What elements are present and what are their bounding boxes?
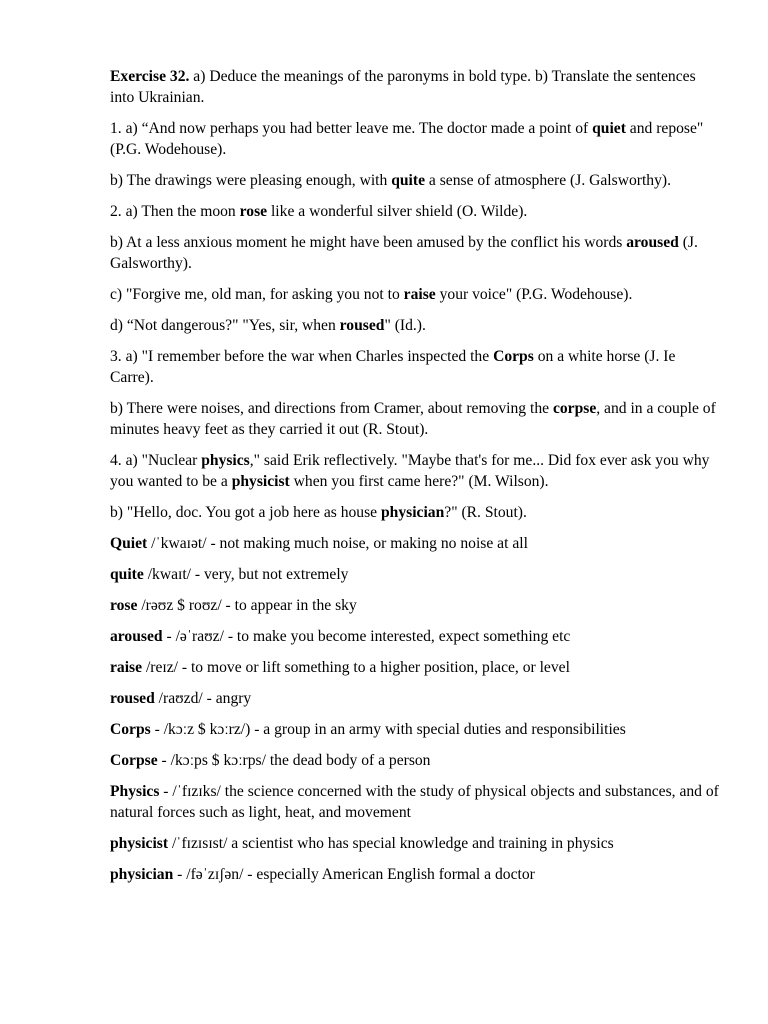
- example-sentences: [110, 118, 720, 523]
- sentence-text: c) "Forgive me, old man, for asking you not to: [110, 286, 404, 303]
- definitions-list: [110, 533, 720, 885]
- definition-entry: [110, 626, 720, 647]
- definition-text: - /ˈfɪzɪks/ the science concerned with the study of physical objects and substances, and of natural forces such as light, heat, and movement: [110, 783, 719, 821]
- sentence-text: ," said Erik reflectively. "Maybe that's for me... Did fox ever ask you why you wanted to be a: [110, 452, 710, 490]
- sentence-text: b) The drawings were pleasing enough, with: [110, 172, 392, 189]
- definition-entry: [110, 833, 720, 854]
- paronym-word: physicist: [231, 473, 290, 490]
- definition-text: - /kɔːps $ kɔːrps/ the dead body of a person: [157, 752, 431, 769]
- definition-entry: [110, 750, 720, 771]
- definition-entry: [110, 781, 720, 823]
- definition-term: Physics: [110, 783, 160, 800]
- example-sentence: [110, 118, 720, 160]
- paronym-word: quiet: [592, 120, 626, 137]
- definition-term: roused: [110, 690, 155, 707]
- document-page: [110, 66, 720, 895]
- definition-term: quite: [110, 566, 144, 583]
- paronym-word: raise: [403, 286, 436, 303]
- sentence-text: b) At a less anxious moment he might have been amused by the conflict his words: [110, 234, 627, 251]
- paronym-word: physics: [201, 452, 250, 469]
- sentence-text: your voice" (P.G. Wodehouse).: [435, 286, 633, 303]
- definition-entry: [110, 719, 720, 740]
- exercise-heading: [110, 66, 720, 108]
- paronym-word: corpse: [552, 400, 597, 417]
- paronym-word: roused: [339, 317, 385, 334]
- definition-entry: [110, 595, 720, 616]
- sentence-text: b) There were noises, and directions from Cramer, about removing the: [110, 400, 553, 417]
- sentence-text: when you first came here?" (M. Wilson).: [289, 473, 549, 490]
- definition-entry: [110, 564, 720, 585]
- example-sentence: [110, 232, 720, 274]
- exercise-instruction: a) Deduce the meanings of the paronyms in bold type. b) Translate the sentences into Ukrainian.: [110, 68, 696, 106]
- exercise-title: Exercise 32.: [110, 68, 190, 85]
- sentence-text: and repose" (P.G. Wodehouse).: [110, 120, 704, 158]
- sentence-text: b) "Hello, doc. You got a job here as house: [110, 504, 381, 521]
- definition-entry: [110, 864, 720, 885]
- paronym-word: quite: [391, 172, 425, 189]
- definition-term: physicist: [110, 835, 169, 852]
- example-sentence: [110, 450, 720, 492]
- paronym-word: aroused: [626, 234, 679, 251]
- sentence-text: 4. a) "Nuclear: [110, 452, 202, 469]
- definition-term: Quiet: [110, 535, 148, 552]
- definition-text: /reɪz/ - to move or lift something to a higher position, place, or level: [142, 659, 570, 676]
- definition-term: Corps: [110, 721, 151, 738]
- definition-term: aroused: [110, 628, 163, 645]
- example-sentence: [110, 398, 720, 440]
- sentence-text: like a wonderful silver shield (O. Wilde).: [267, 203, 528, 220]
- definition-term: rose: [110, 597, 138, 614]
- definition-text: /ˈfɪzɪsɪst/ a scientist who has special knowledge and training in physics: [168, 835, 614, 852]
- definition-text: - /əˈraʊz/ - to make you become interested, expect something etc: [162, 628, 571, 645]
- sentence-text: 2. a) Then the moon: [110, 203, 240, 220]
- sentence-text: 3. a) "I remember before the war when Charles inspected the: [110, 348, 494, 365]
- example-sentence: [110, 201, 720, 222]
- sentence-text: (J. Galsworthy).: [110, 234, 698, 272]
- sentence-text: " (Id.).: [384, 317, 426, 334]
- paronym-word: rose: [239, 203, 268, 220]
- example-sentence: [110, 284, 720, 305]
- definition-text: /rəʊz $ roʊz/ - to appear in the sky: [137, 597, 357, 614]
- definition-term: Corpse: [110, 752, 158, 769]
- sentence-text: 1. a) “And now perhaps you had better leave me. The doctor made a point of: [110, 120, 593, 137]
- definition-text: - /kɔːz $ kɔːrz/) - a group in an army with special duties and responsibilities: [150, 721, 626, 738]
- example-sentence: [110, 346, 720, 388]
- definition-text: /kwaɪt/ - very, but not extremely: [143, 566, 349, 583]
- definition-term: raise: [110, 659, 143, 676]
- definition-entry: [110, 688, 720, 709]
- paronym-word: Corps: [493, 348, 534, 365]
- paronym-word: physician: [381, 504, 445, 521]
- example-sentence: [110, 315, 720, 336]
- definition-text: /raʊzd/ - angry: [154, 690, 252, 707]
- definition-text: /ˈkwaɪət/ - not making much noise, or making no noise at all: [147, 535, 528, 552]
- example-sentence: [110, 170, 720, 191]
- definition-term: physician: [110, 866, 174, 883]
- sentence-text: d) “Not dangerous?" "Yes, sir, when: [110, 317, 340, 334]
- definition-entry: [110, 533, 720, 554]
- sentence-text: on a white horse (J. Ie Carre).: [110, 348, 676, 386]
- definition-entry: [110, 657, 720, 678]
- example-sentence: [110, 502, 720, 523]
- sentence-text: ?" (R. Stout).: [444, 504, 527, 521]
- definition-text: - /fəˈzɪʃən/ - especially American English formal a doctor: [173, 866, 535, 883]
- sentence-text: , and in a couple of minutes heavy feet as they carried it out (R. Stout).: [110, 400, 716, 438]
- sentence-text: a sense of atmosphere (J. Galsworthy).: [425, 172, 671, 189]
